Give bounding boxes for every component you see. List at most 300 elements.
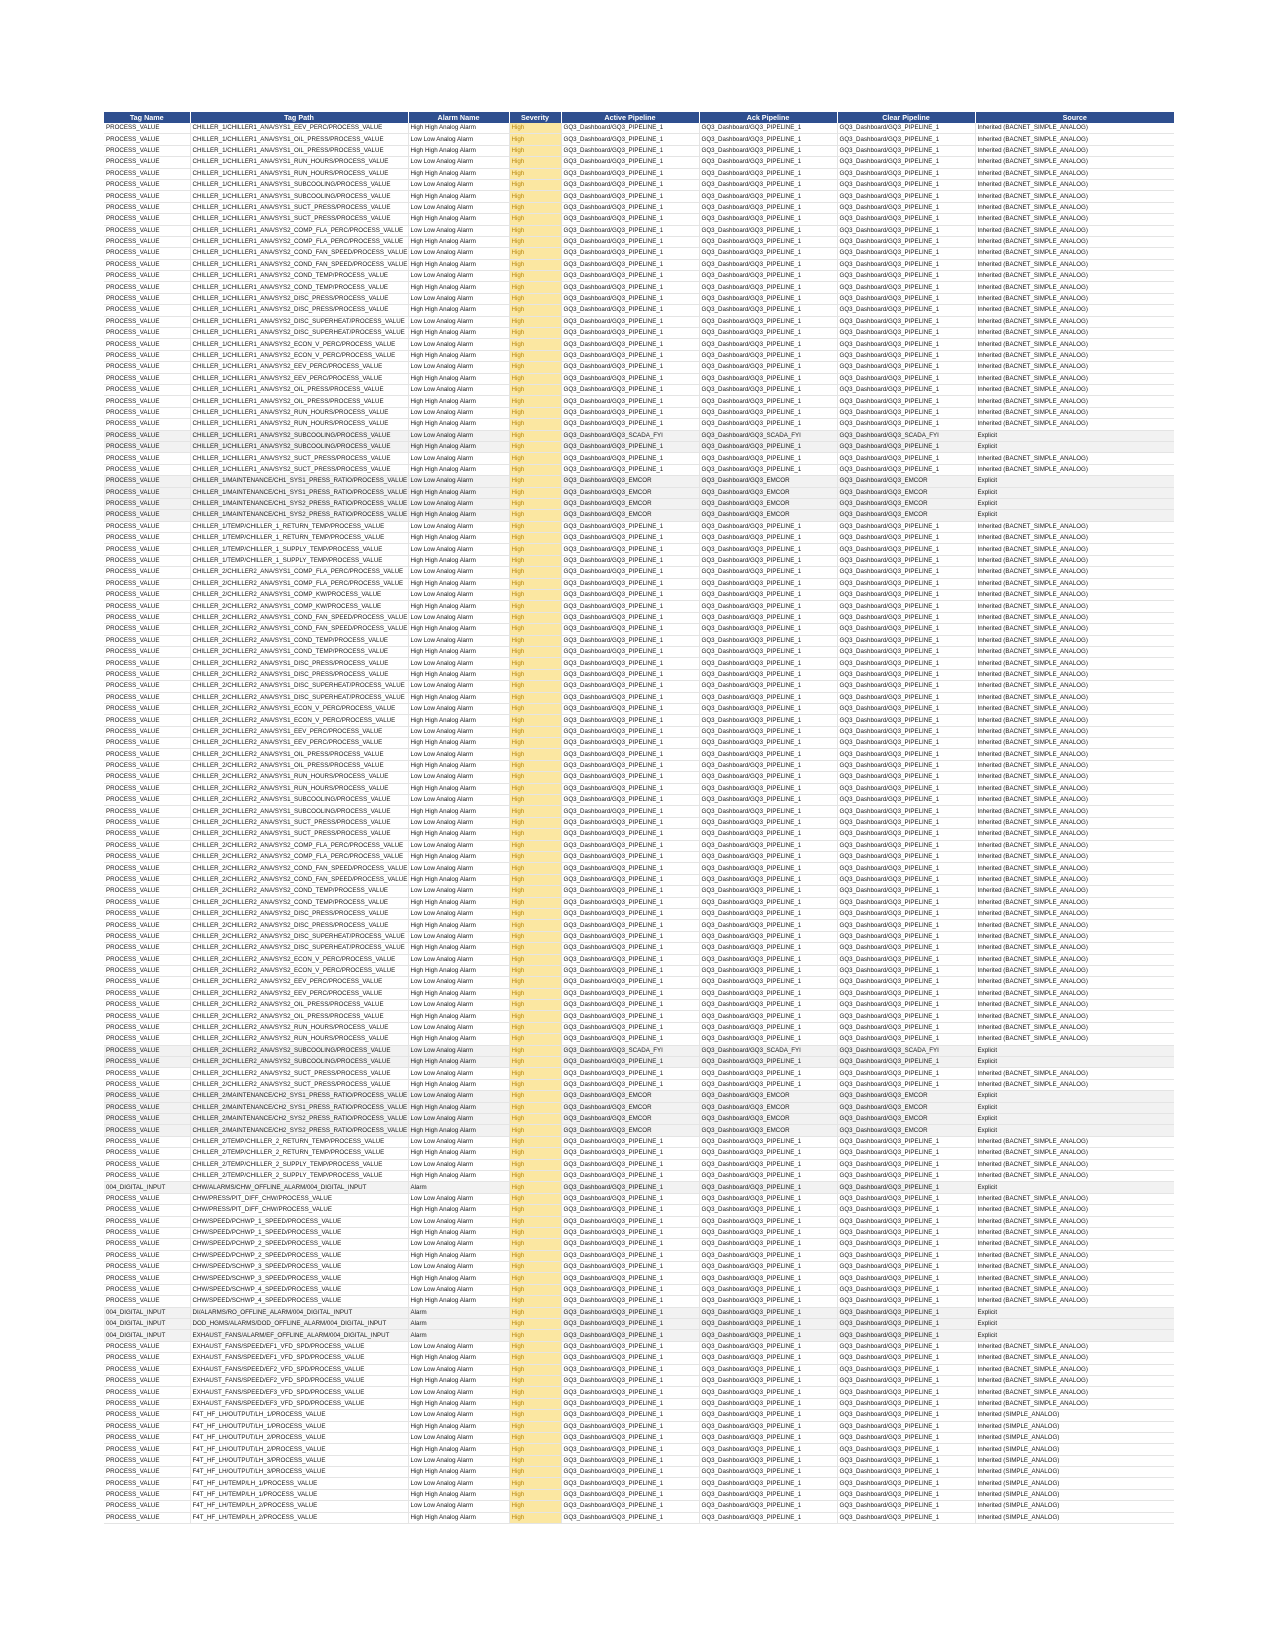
cell-tag-path: F4T_HF_LH/TEMP/LH_1/PROCESS_VALUE bbox=[190, 1478, 408, 1489]
cell-active-pipeline: GQ3_Dashboard/GQ3_PIPELINE_1 bbox=[561, 817, 699, 828]
cell-clear-pipeline: GQ3_Dashboard/GQ3_PIPELINE_1 bbox=[837, 1421, 975, 1432]
cell-tag-path: CHILLER_2/CHILLER2_ANA/SYS1_COMP_KW/PROCESS_VALUE bbox=[190, 590, 408, 601]
table-row bbox=[104, 863, 1174, 874]
cell-severity: High bbox=[509, 236, 561, 247]
cell-source: Inherited (BACNET_SIMPLE_ANALOG) bbox=[975, 601, 1174, 612]
cell-active-pipeline: GQ3_Dashboard/GQ3_PIPELINE_1 bbox=[561, 1079, 699, 1090]
cell-ack-pipeline: GQ3_Dashboard/GQ3_PIPELINE_1 bbox=[699, 749, 837, 760]
table-row bbox=[104, 350, 1174, 361]
cell-tag-name: PROCESS_VALUE bbox=[104, 225, 190, 236]
cell-alarm-name: Low Low Analog Alarm bbox=[408, 567, 509, 578]
cell-active-pipeline: GQ3_Dashboard/GQ3_PIPELINE_1 bbox=[561, 1410, 699, 1421]
cell-tag-path: CHILLER_2/CHILLER2_ANA/SYS1_OIL_PRESS/PROCESS_VALUE bbox=[190, 760, 408, 771]
cell-active-pipeline: GQ3_Dashboard/GQ3_PIPELINE_1 bbox=[561, 441, 699, 452]
cell-clear-pipeline: GQ3_Dashboard/GQ3_PIPELINE_1 bbox=[837, 772, 975, 783]
cell-tag-path: CHILLER_1/CHILLER1_ANA/SYS2_SUBCOOLING/PROCESS_VALUE bbox=[190, 430, 408, 441]
cell-source: Inherited (BACNET_SIMPLE_ANALOG) bbox=[975, 1284, 1174, 1295]
table-row bbox=[104, 1341, 1174, 1352]
cell-tag-path: CHILLER_2/CHILLER2_ANA/SYS1_DISC_SUPERHEAT/PROCESS_VALUE bbox=[190, 681, 408, 692]
cell-source: Inherited (BACNET_SIMPLE_ANALOG) bbox=[975, 316, 1174, 327]
cell-ack-pipeline: GQ3_Dashboard/GQ3_PIPELINE_1 bbox=[699, 726, 837, 737]
cell-tag-name: PROCESS_VALUE bbox=[104, 248, 190, 259]
cell-severity: High bbox=[509, 1273, 561, 1284]
cell-ack-pipeline: GQ3_Dashboard/GQ3_PIPELINE_1 bbox=[699, 179, 837, 190]
cell-tag-path: F4T_HF_LH/OUTPUT/LH_3/PROCESS_VALUE bbox=[190, 1455, 408, 1466]
cell-active-pipeline: GQ3_Dashboard/GQ3_PIPELINE_1 bbox=[561, 1353, 699, 1364]
cell-alarm-name: Low Low Analog Alarm bbox=[408, 179, 509, 190]
cell-source: Inherited (BACNET_SIMPLE_ANALOG) bbox=[975, 886, 1174, 897]
cell-active-pipeline: GQ3_Dashboard/GQ3_PIPELINE_1 bbox=[561, 384, 699, 395]
cell-source: Inherited (SIMPLE_ANALOG) bbox=[975, 1478, 1174, 1489]
cell-tag-path: CHILLER_2/CHILLER2_ANA/SYS2_ECON_V_PERC/PROCESS_VALUE bbox=[190, 965, 408, 976]
cell-severity: High bbox=[509, 1011, 561, 1022]
cell-active-pipeline: GQ3_Dashboard/GQ3_PIPELINE_1 bbox=[561, 567, 699, 578]
cell-ack-pipeline: GQ3_Dashboard/GQ3_PIPELINE_1 bbox=[699, 863, 837, 874]
table-row bbox=[104, 1455, 1174, 1466]
cell-tag-path: CHILLER_2/CHILLER2_ANA/SYS1_COND_FAN_SPEED/PROCESS_VALUE bbox=[190, 624, 408, 635]
cell-active-pipeline: GQ3_Dashboard/GQ3_PIPELINE_1 bbox=[561, 1262, 699, 1273]
cell-source: Inherited (SIMPLE_ANALOG) bbox=[975, 1432, 1174, 1443]
cell-source: Inherited (SIMPLE_ANALOG) bbox=[975, 1444, 1174, 1455]
cell-alarm-name: Low Low Analog Alarm bbox=[408, 1193, 509, 1204]
cell-active-pipeline: GQ3_Dashboard/GQ3_PIPELINE_1 bbox=[561, 1182, 699, 1193]
cell-tag-path: CHILLER_1/CHILLER1_ANA/SYS2_COMP_FLA_PERC/PROCESS_VALUE bbox=[190, 225, 408, 236]
cell-ack-pipeline: GQ3_Dashboard/GQ3_PIPELINE_1 bbox=[699, 1262, 837, 1273]
cell-alarm-name: High High Analog Alarm bbox=[408, 897, 509, 908]
cell-source: Inherited (BACNET_SIMPLE_ANALOG) bbox=[975, 908, 1174, 919]
cell-active-pipeline: GQ3_Dashboard/GQ3_PIPELINE_1 bbox=[561, 1489, 699, 1500]
cell-source: Inherited (BACNET_SIMPLE_ANALOG) bbox=[975, 1296, 1174, 1307]
cell-alarm-name: Low Low Analog Alarm bbox=[408, 703, 509, 714]
cell-active-pipeline: GQ3_Dashboard/GQ3_PIPELINE_1 bbox=[561, 1478, 699, 1489]
cell-source: Inherited (BACNET_SIMPLE_ANALOG) bbox=[975, 954, 1174, 965]
cell-severity: High bbox=[509, 1091, 561, 1102]
cell-severity: High bbox=[509, 1387, 561, 1398]
cell-clear-pipeline: GQ3_Dashboard/GQ3_PIPELINE_1 bbox=[837, 874, 975, 885]
cell-tag-path: CHILLER_2/CHILLER2_ANA/SYS1_OIL_PRESS/PROCESS_VALUE bbox=[190, 749, 408, 760]
table-row bbox=[104, 498, 1174, 509]
cell-alarm-name: High High Analog Alarm bbox=[408, 578, 509, 589]
cell-source: Explicit bbox=[975, 487, 1174, 498]
cell-source: Explicit bbox=[975, 1045, 1174, 1056]
cell-source: Inherited (BACNET_SIMPLE_ANALOG) bbox=[975, 464, 1174, 475]
cell-active-pipeline: GQ3_Dashboard/GQ3_EMCOR bbox=[561, 498, 699, 509]
table-row bbox=[104, 521, 1174, 532]
cell-ack-pipeline: GQ3_Dashboard/GQ3_PIPELINE_1 bbox=[699, 1284, 837, 1295]
cell-alarm-name: High High Analog Alarm bbox=[408, 1125, 509, 1136]
cell-tag-path: CHILLER_2/CHILLER2_ANA/SYS1_SUBCOOLING/PROCESS_VALUE bbox=[190, 795, 408, 806]
cell-tag-name: PROCESS_VALUE bbox=[104, 1136, 190, 1147]
cell-clear-pipeline: GQ3_Dashboard/GQ3_PIPELINE_1 bbox=[837, 316, 975, 327]
cell-source: Inherited (SIMPLE_ANALOG) bbox=[975, 1489, 1174, 1500]
table-row bbox=[104, 191, 1174, 202]
cell-clear-pipeline: GQ3_Dashboard/GQ3_PIPELINE_1 bbox=[837, 1307, 975, 1318]
table-row bbox=[104, 134, 1174, 145]
cell-source: Explicit bbox=[975, 1057, 1174, 1068]
cell-active-pipeline: GQ3_Dashboard/GQ3_PIPELINE_1 bbox=[561, 1000, 699, 1011]
cell-tag-path: CHILLER_2/CHILLER2_ANA/SYS2_COMP_FLA_PERC/PROCESS_VALUE bbox=[190, 852, 408, 863]
table-row bbox=[104, 214, 1174, 225]
cell-tag-name: PROCESS_VALUE bbox=[104, 453, 190, 464]
cell-active-pipeline: GQ3_Dashboard/GQ3_PIPELINE_1 bbox=[561, 1148, 699, 1159]
cell-severity: High bbox=[509, 328, 561, 339]
cell-ack-pipeline: GQ3_Dashboard/GQ3_PIPELINE_1 bbox=[699, 1341, 837, 1352]
cell-tag-name: PROCESS_VALUE bbox=[104, 852, 190, 863]
cell-ack-pipeline: GQ3_Dashboard/GQ3_PIPELINE_1 bbox=[699, 1182, 837, 1193]
cell-tag-name: PROCESS_VALUE bbox=[104, 1045, 190, 1056]
cell-ack-pipeline: GQ3_Dashboard/GQ3_PIPELINE_1 bbox=[699, 829, 837, 840]
cell-tag-name: PROCESS_VALUE bbox=[104, 624, 190, 635]
cell-clear-pipeline: GQ3_Dashboard/GQ3_PIPELINE_1 bbox=[837, 373, 975, 384]
cell-tag-name: PROCESS_VALUE bbox=[104, 1455, 190, 1466]
cell-clear-pipeline: GQ3_Dashboard/GQ3_PIPELINE_1 bbox=[837, 293, 975, 304]
cell-clear-pipeline: GQ3_Dashboard/GQ3_PIPELINE_1 bbox=[837, 179, 975, 190]
cell-ack-pipeline: GQ3_Dashboard/GQ3_PIPELINE_1 bbox=[699, 1193, 837, 1204]
cell-ack-pipeline: GQ3_Dashboard/GQ3_PIPELINE_1 bbox=[699, 1444, 837, 1455]
cell-tag-path: EXHAUST_FANS/SPEED/EF1_VFD_SPD/PROCESS_VALUE bbox=[190, 1353, 408, 1364]
cell-active-pipeline: GQ3_Dashboard/GQ3_PIPELINE_1 bbox=[561, 988, 699, 999]
cell-clear-pipeline: GQ3_Dashboard/GQ3_PIPELINE_1 bbox=[837, 1489, 975, 1500]
cell-tag-path: CHILLER_1/CHILLER1_ANA/SYS2_ECON_V_PERC/PROCESS_VALUE bbox=[190, 350, 408, 361]
cell-clear-pipeline: GQ3_Dashboard/GQ3_PIPELINE_1 bbox=[837, 225, 975, 236]
cell-tag-path: CHILLER_2/CHILLER2_ANA/SYS2_COND_FAN_SPEED/PROCESS_VALUE bbox=[190, 863, 408, 874]
cell-source: Inherited (BACNET_SIMPLE_ANALOG) bbox=[975, 1398, 1174, 1409]
cell-severity: High bbox=[509, 350, 561, 361]
column-header-source: Source bbox=[975, 112, 1174, 123]
cell-active-pipeline: GQ3_Dashboard/GQ3_PIPELINE_1 bbox=[561, 453, 699, 464]
table-row bbox=[104, 1000, 1174, 1011]
cell-clear-pipeline: GQ3_Dashboard/GQ3_PIPELINE_1 bbox=[837, 624, 975, 635]
cell-ack-pipeline: GQ3_Dashboard/GQ3_PIPELINE_1 bbox=[699, 362, 837, 373]
cell-ack-pipeline: GQ3_Dashboard/GQ3_PIPELINE_1 bbox=[699, 681, 837, 692]
table-row bbox=[104, 1364, 1174, 1375]
cell-clear-pipeline: GQ3_Dashboard/GQ3_PIPELINE_1 bbox=[837, 612, 975, 623]
cell-active-pipeline: GQ3_Dashboard/GQ3_PIPELINE_1 bbox=[561, 168, 699, 179]
table-row bbox=[104, 954, 1174, 965]
cell-tag-path: CHILLER_1/CHILLER1_ANA/SYS2_COMP_FLA_PERC/PROCESS_VALUE bbox=[190, 236, 408, 247]
cell-severity: High bbox=[509, 487, 561, 498]
cell-tag-path: CHILLER_2/CHILLER2_ANA/SYS1_EEV_PERC/PROCESS_VALUE bbox=[190, 738, 408, 749]
cell-tag-name: PROCESS_VALUE bbox=[104, 829, 190, 840]
cell-severity: High bbox=[509, 760, 561, 771]
cell-alarm-name: High High Analog Alarm bbox=[408, 419, 509, 430]
cell-severity: High bbox=[509, 1125, 561, 1136]
cell-ack-pipeline: GQ3_Dashboard/GQ3_PIPELINE_1 bbox=[699, 1432, 837, 1443]
cell-source: Inherited (BACNET_SIMPLE_ANALOG) bbox=[975, 965, 1174, 976]
cell-ack-pipeline: GQ3_Dashboard/GQ3_EMCOR bbox=[699, 1113, 837, 1124]
cell-clear-pipeline: GQ3_Dashboard/GQ3_PIPELINE_1 bbox=[837, 920, 975, 931]
table-row bbox=[104, 965, 1174, 976]
table-row bbox=[104, 1182, 1174, 1193]
cell-alarm-name: Low Low Analog Alarm bbox=[408, 544, 509, 555]
cell-tag-path: CHILLER_2/CHILLER2_ANA/SYS2_SUBCOOLING/PROCESS_VALUE bbox=[190, 1045, 408, 1056]
cell-severity: High bbox=[509, 396, 561, 407]
cell-tag-path: CHILLER_1/CHILLER1_ANA/SYS2_DISC_PRESS/PROCESS_VALUE bbox=[190, 293, 408, 304]
cell-active-pipeline: GQ3_Dashboard/GQ3_PIPELINE_1 bbox=[561, 259, 699, 270]
table-row bbox=[104, 692, 1174, 703]
cell-tag-name: PROCESS_VALUE bbox=[104, 783, 190, 794]
cell-alarm-name: High High Analog Alarm bbox=[408, 601, 509, 612]
cell-alarm-name: High High Analog Alarm bbox=[408, 214, 509, 225]
cell-alarm-name: Alarm bbox=[408, 1307, 509, 1318]
cell-active-pipeline: GQ3_Dashboard/GQ3_PIPELINE_1 bbox=[561, 362, 699, 373]
cell-tag-path: F4T_HF_LH/OUTPUT/LH_2/PROCESS_VALUE bbox=[190, 1432, 408, 1443]
cell-clear-pipeline: GQ3_Dashboard/GQ3_PIPELINE_1 bbox=[837, 1205, 975, 1216]
cell-tag-name: PROCESS_VALUE bbox=[104, 1250, 190, 1261]
cell-ack-pipeline: GQ3_Dashboard/GQ3_PIPELINE_1 bbox=[699, 624, 837, 635]
cell-clear-pipeline: GQ3_Dashboard/GQ3_PIPELINE_1 bbox=[837, 1000, 975, 1011]
cell-severity: High bbox=[509, 681, 561, 692]
cell-severity: High bbox=[509, 1284, 561, 1295]
cell-active-pipeline: GQ3_Dashboard/GQ3_PIPELINE_1 bbox=[561, 544, 699, 555]
cell-source: Inherited (BACNET_SIMPLE_ANALOG) bbox=[975, 271, 1174, 282]
cell-source: Inherited (BACNET_SIMPLE_ANALOG) bbox=[975, 305, 1174, 316]
cell-source: Inherited (BACNET_SIMPLE_ANALOG) bbox=[975, 282, 1174, 293]
cell-alarm-name: High High Analog Alarm bbox=[408, 259, 509, 270]
cell-active-pipeline: GQ3_Dashboard/GQ3_PIPELINE_1 bbox=[561, 396, 699, 407]
cell-ack-pipeline: GQ3_Dashboard/GQ3_PIPELINE_1 bbox=[699, 908, 837, 919]
cell-active-pipeline: GQ3_Dashboard/GQ3_PIPELINE_1 bbox=[561, 1375, 699, 1386]
cell-ack-pipeline: GQ3_Dashboard/GQ3_PIPELINE_1 bbox=[699, 1000, 837, 1011]
cell-source: Inherited (SIMPLE_ANALOG) bbox=[975, 1410, 1174, 1421]
cell-severity: High bbox=[509, 384, 561, 395]
cell-clear-pipeline: GQ3_Dashboard/GQ3_PIPELINE_1 bbox=[837, 681, 975, 692]
cell-tag-name: PROCESS_VALUE bbox=[104, 977, 190, 988]
cell-ack-pipeline: GQ3_Dashboard/GQ3_PIPELINE_1 bbox=[699, 1398, 837, 1409]
cell-active-pipeline: GQ3_Dashboard/GQ3_EMCOR bbox=[561, 487, 699, 498]
cell-source: Inherited (BACNET_SIMPLE_ANALOG) bbox=[975, 795, 1174, 806]
cell-tag-name: PROCESS_VALUE bbox=[104, 897, 190, 908]
cell-ack-pipeline: GQ3_Dashboard/GQ3_EMCOR bbox=[699, 498, 837, 509]
cell-clear-pipeline: GQ3_Dashboard/GQ3_PIPELINE_1 bbox=[837, 795, 975, 806]
cell-clear-pipeline: GQ3_Dashboard/GQ3_PIPELINE_1 bbox=[837, 1159, 975, 1170]
table-row bbox=[104, 931, 1174, 942]
cell-alarm-name: Low Low Analog Alarm bbox=[408, 1478, 509, 1489]
cell-ack-pipeline: GQ3_Dashboard/GQ3_PIPELINE_1 bbox=[699, 157, 837, 168]
table-row bbox=[104, 1068, 1174, 1079]
cell-tag-name: PROCESS_VALUE bbox=[104, 1432, 190, 1443]
cell-ack-pipeline: GQ3_Dashboard/GQ3_PIPELINE_1 bbox=[699, 931, 837, 942]
cell-tag-name: 004_DIGITAL_INPUT bbox=[104, 1330, 190, 1341]
cell-ack-pipeline: GQ3_Dashboard/GQ3_PIPELINE_1 bbox=[699, 943, 837, 954]
cell-source: Inherited (BACNET_SIMPLE_ANALOG) bbox=[975, 669, 1174, 680]
cell-clear-pipeline: GQ3_Dashboard/GQ3_PIPELINE_1 bbox=[837, 544, 975, 555]
cell-source: Inherited (BACNET_SIMPLE_ANALOG) bbox=[975, 544, 1174, 555]
cell-active-pipeline: GQ3_Dashboard/GQ3_PIPELINE_1 bbox=[561, 1330, 699, 1341]
cell-tag-name: PROCESS_VALUE bbox=[104, 271, 190, 282]
cell-ack-pipeline: GQ3_Dashboard/GQ3_EMCOR bbox=[699, 1102, 837, 1113]
table-row bbox=[104, 1375, 1174, 1386]
cell-source: Inherited (BACNET_SIMPLE_ANALOG) bbox=[975, 874, 1174, 885]
cell-source: Inherited (BACNET_SIMPLE_ANALOG) bbox=[975, 977, 1174, 988]
cell-alarm-name: High High Analog Alarm bbox=[408, 373, 509, 384]
table-row bbox=[104, 1136, 1174, 1147]
cell-severity: High bbox=[509, 578, 561, 589]
cell-severity: High bbox=[509, 555, 561, 566]
cell-clear-pipeline: GQ3_Dashboard/GQ3_PIPELINE_1 bbox=[837, 783, 975, 794]
cell-active-pipeline: GQ3_Dashboard/GQ3_PIPELINE_1 bbox=[561, 863, 699, 874]
cell-active-pipeline: GQ3_Dashboard/GQ3_PIPELINE_1 bbox=[561, 943, 699, 954]
table-row bbox=[104, 738, 1174, 749]
cell-clear-pipeline: GQ3_Dashboard/GQ3_PIPELINE_1 bbox=[837, 931, 975, 942]
cell-tag-path: CHILLER_2/CHILLER2_ANA/SYS1_DISC_PRESS/PROCESS_VALUE bbox=[190, 658, 408, 669]
cell-tag-path: CHILLER_2/TEMP/CHILLER_2_RETURN_TEMP/PROCESS_VALUE bbox=[190, 1136, 408, 1147]
cell-tag-name: PROCESS_VALUE bbox=[104, 179, 190, 190]
cell-ack-pipeline: GQ3_Dashboard/GQ3_PIPELINE_1 bbox=[699, 1478, 837, 1489]
cell-alarm-name: High High Analog Alarm bbox=[408, 533, 509, 544]
cell-alarm-name: Low Low Analog Alarm bbox=[408, 1364, 509, 1375]
cell-tag-name: PROCESS_VALUE bbox=[104, 1000, 190, 1011]
table-row bbox=[104, 1011, 1174, 1022]
cell-clear-pipeline: GQ3_Dashboard/GQ3_PIPELINE_1 bbox=[837, 134, 975, 145]
cell-active-pipeline: GQ3_Dashboard/GQ3_PIPELINE_1 bbox=[561, 225, 699, 236]
cell-source: Inherited (BACNET_SIMPLE_ANALOG) bbox=[975, 145, 1174, 156]
cell-tag-name: PROCESS_VALUE bbox=[104, 840, 190, 851]
table-row bbox=[104, 943, 1174, 954]
cell-tag-name: PROCESS_VALUE bbox=[104, 1022, 190, 1033]
table-row bbox=[104, 601, 1174, 612]
cell-severity: High bbox=[509, 419, 561, 430]
cell-tag-name: PROCESS_VALUE bbox=[104, 134, 190, 145]
table-row bbox=[104, 886, 1174, 897]
cell-tag-path: CHILLER_1/CHILLER1_ANA/SYS2_DISC_PRESS/PROCESS_VALUE bbox=[190, 305, 408, 316]
cell-clear-pipeline: GQ3_Dashboard/GQ3_PIPELINE_1 bbox=[837, 1250, 975, 1261]
cell-source: Inherited (BACNET_SIMPLE_ANALOG) bbox=[975, 1273, 1174, 1284]
cell-source: Inherited (BACNET_SIMPLE_ANALOG) bbox=[975, 897, 1174, 908]
cell-clear-pipeline: GQ3_Dashboard/GQ3_PIPELINE_1 bbox=[837, 1216, 975, 1227]
cell-clear-pipeline: GQ3_Dashboard/GQ3_PIPELINE_1 bbox=[837, 738, 975, 749]
cell-active-pipeline: GQ3_Dashboard/GQ3_PIPELINE_1 bbox=[561, 965, 699, 976]
cell-alarm-name: High High Analog Alarm bbox=[408, 396, 509, 407]
table-row bbox=[104, 1319, 1174, 1330]
cell-alarm-name: Low Low Analog Alarm bbox=[408, 681, 509, 692]
cell-severity: High bbox=[509, 1375, 561, 1386]
cell-alarm-name: High High Analog Alarm bbox=[408, 1079, 509, 1090]
cell-clear-pipeline: GQ3_Dashboard/GQ3_PIPELINE_1 bbox=[837, 908, 975, 919]
cell-alarm-name: High High Analog Alarm bbox=[408, 1250, 509, 1261]
cell-severity: High bbox=[509, 1467, 561, 1478]
cell-ack-pipeline: GQ3_Dashboard/GQ3_PIPELINE_1 bbox=[699, 1250, 837, 1261]
cell-clear-pipeline: GQ3_Dashboard/GQ3_PIPELINE_1 bbox=[837, 703, 975, 714]
table-row bbox=[104, 407, 1174, 418]
cell-clear-pipeline: GQ3_Dashboard/GQ3_PIPELINE_1 bbox=[837, 1011, 975, 1022]
cell-severity: High bbox=[509, 282, 561, 293]
cell-tag-name: PROCESS_VALUE bbox=[104, 407, 190, 418]
cell-clear-pipeline: GQ3_Dashboard/GQ3_PIPELINE_1 bbox=[837, 886, 975, 897]
cell-clear-pipeline: GQ3_Dashboard/GQ3_PIPELINE_1 bbox=[837, 1136, 975, 1147]
cell-active-pipeline: GQ3_Dashboard/GQ3_PIPELINE_1 bbox=[561, 829, 699, 840]
cell-source: Inherited (BACNET_SIMPLE_ANALOG) bbox=[975, 328, 1174, 339]
cell-alarm-name: High High Analog Alarm bbox=[408, 760, 509, 771]
cell-tag-name: PROCESS_VALUE bbox=[104, 1159, 190, 1170]
table-row bbox=[104, 624, 1174, 635]
cell-tag-path: CHILLER_2/CHILLER2_ANA/SYS2_SUCT_PRESS/PROCESS_VALUE bbox=[190, 1068, 408, 1079]
cell-alarm-name: Low Low Analog Alarm bbox=[408, 316, 509, 327]
cell-tag-name: PROCESS_VALUE bbox=[104, 795, 190, 806]
cell-tag-name: PROCESS_VALUE bbox=[104, 236, 190, 247]
cell-ack-pipeline: GQ3_Dashboard/GQ3_PIPELINE_1 bbox=[699, 852, 837, 863]
cell-tag-path: CHILLER_1/TEMP/CHILLER_1_RETURN_TEMP/PROCESS_VALUE bbox=[190, 533, 408, 544]
cell-ack-pipeline: GQ3_Dashboard/GQ3_PIPELINE_1 bbox=[699, 453, 837, 464]
table-row bbox=[104, 806, 1174, 817]
cell-ack-pipeline: GQ3_Dashboard/GQ3_PIPELINE_1 bbox=[699, 202, 837, 213]
cell-ack-pipeline: GQ3_Dashboard/GQ3_PIPELINE_1 bbox=[699, 521, 837, 532]
cell-active-pipeline: GQ3_Dashboard/GQ3_PIPELINE_1 bbox=[561, 1432, 699, 1443]
cell-tag-path: CHILLER_1/CHILLER1_ANA/SYS2_COND_FAN_SPEED/PROCESS_VALUE bbox=[190, 259, 408, 270]
table-row bbox=[104, 783, 1174, 794]
cell-severity: High bbox=[509, 624, 561, 635]
cell-source: Explicit bbox=[975, 1113, 1174, 1124]
cell-severity: High bbox=[509, 669, 561, 680]
cell-source: Inherited (BACNET_SIMPLE_ANALOG) bbox=[975, 1387, 1174, 1398]
cell-ack-pipeline: GQ3_Dashboard/GQ3_PIPELINE_1 bbox=[699, 533, 837, 544]
cell-severity: High bbox=[509, 886, 561, 897]
cell-tag-name: PROCESS_VALUE bbox=[104, 886, 190, 897]
cell-tag-name: PROCESS_VALUE bbox=[104, 1421, 190, 1432]
cell-active-pipeline: GQ3_Dashboard/GQ3_PIPELINE_1 bbox=[561, 419, 699, 430]
cell-alarm-name: Low Low Analog Alarm bbox=[408, 863, 509, 874]
cell-tag-path: CHILLER_2/CHILLER2_ANA/SYS2_DISC_SUPERHEAT/PROCESS_VALUE bbox=[190, 931, 408, 942]
cell-source: Inherited (BACNET_SIMPLE_ANALOG) bbox=[975, 1034, 1174, 1045]
cell-ack-pipeline: GQ3_Dashboard/GQ3_PIPELINE_1 bbox=[699, 350, 837, 361]
cell-severity: High bbox=[509, 1444, 561, 1455]
cell-severity: High bbox=[509, 908, 561, 919]
cell-active-pipeline: GQ3_Dashboard/GQ3_PIPELINE_1 bbox=[561, 715, 699, 726]
cell-tag-name: PROCESS_VALUE bbox=[104, 1467, 190, 1478]
cell-tag-name: PROCESS_VALUE bbox=[104, 715, 190, 726]
cell-source: Explicit bbox=[975, 1102, 1174, 1113]
cell-alarm-name: Low Low Analog Alarm bbox=[408, 1091, 509, 1102]
table-row bbox=[104, 1387, 1174, 1398]
cell-active-pipeline: GQ3_Dashboard/GQ3_PIPELINE_1 bbox=[561, 1011, 699, 1022]
cell-severity: High bbox=[509, 1193, 561, 1204]
cell-severity: High bbox=[509, 248, 561, 259]
cell-tag-path: CHILLER_1/CHILLER1_ANA/SYS1_RUN_HOURS/PROCESS_VALUE bbox=[190, 168, 408, 179]
cell-severity: High bbox=[509, 134, 561, 145]
cell-ack-pipeline: GQ3_Dashboard/GQ3_PIPELINE_1 bbox=[699, 1205, 837, 1216]
cell-severity: High bbox=[509, 1182, 561, 1193]
cell-severity: High bbox=[509, 1034, 561, 1045]
table-row bbox=[104, 715, 1174, 726]
cell-severity: High bbox=[509, 1489, 561, 1500]
cell-tag-path: CHILLER_1/MAINTENANCE/CH1_SYS1_PRESS_RATIO/PROCESS_VALUE bbox=[190, 487, 408, 498]
cell-ack-pipeline: GQ3_Dashboard/GQ3_PIPELINE_1 bbox=[699, 1489, 837, 1500]
cell-clear-pipeline: GQ3_Dashboard/GQ3_PIPELINE_1 bbox=[837, 1432, 975, 1443]
cell-alarm-name: Low Low Analog Alarm bbox=[408, 1284, 509, 1295]
cell-source: Inherited (BACNET_SIMPLE_ANALOG) bbox=[975, 635, 1174, 646]
cell-alarm-name: Low Low Analog Alarm bbox=[408, 1136, 509, 1147]
table-row bbox=[104, 772, 1174, 783]
cell-ack-pipeline: GQ3_Dashboard/GQ3_PIPELINE_1 bbox=[699, 1375, 837, 1386]
cell-active-pipeline: GQ3_Dashboard/GQ3_PIPELINE_1 bbox=[561, 533, 699, 544]
cell-alarm-name: High High Analog Alarm bbox=[408, 305, 509, 316]
cell-alarm-name: High High Analog Alarm bbox=[408, 1467, 509, 1478]
table-row bbox=[104, 795, 1174, 806]
cell-active-pipeline: GQ3_Dashboard/GQ3_PIPELINE_1 bbox=[561, 1307, 699, 1318]
table-row bbox=[104, 1102, 1174, 1113]
cell-alarm-name: Low Low Analog Alarm bbox=[408, 1045, 509, 1056]
cell-tag-path: CHILLER_2/CHILLER2_ANA/SYS2_DISC_SUPERHEAT/PROCESS_VALUE bbox=[190, 943, 408, 954]
cell-alarm-name: High High Analog Alarm bbox=[408, 1512, 509, 1523]
cell-severity: High bbox=[509, 658, 561, 669]
cell-alarm-name: High High Analog Alarm bbox=[408, 1273, 509, 1284]
table-row bbox=[104, 658, 1174, 669]
cell-severity: High bbox=[509, 533, 561, 544]
cell-tag-path: F4T_HF_LH/TEMP/LH_1/PROCESS_VALUE bbox=[190, 1489, 408, 1500]
cell-clear-pipeline: GQ3_Dashboard/GQ3_PIPELINE_1 bbox=[837, 236, 975, 247]
cell-source: Inherited (BACNET_SIMPLE_ANALOG) bbox=[975, 749, 1174, 760]
cell-clear-pipeline: GQ3_Dashboard/GQ3_PIPELINE_1 bbox=[837, 669, 975, 680]
